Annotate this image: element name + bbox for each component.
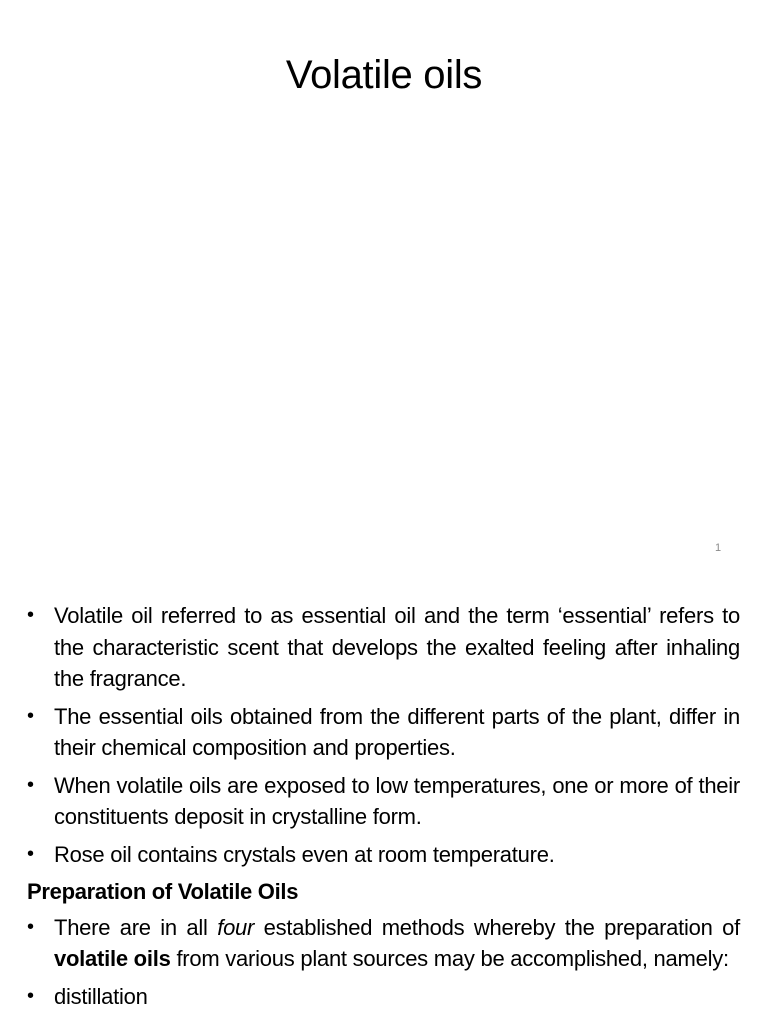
bullet-item-4 [27,839,740,871]
bullet-dot-icon: • [27,604,34,626]
methods-text-italic: four [217,914,255,940]
bullet-item-3 [27,770,740,833]
bullet-dot-icon: • [27,704,34,727]
bullet-text: Volatile oil referred to as essential oil and the term ‘essential’ refers to the characteristic scent that develops the exalted feeling after inhaling the fragrance. [54,603,740,691]
bullet-item-methods [27,912,740,975]
bullet-text: When volatile oils are exposed to low temperatures, one or more of their constituents deposit in crystalline form. [54,772,740,829]
bullet-text: distillation [54,983,148,1009]
bullet-dot-icon: • [27,773,34,796]
bullet-item-distillation [27,981,740,1013]
bullet-dot-icon: • [27,842,34,865]
bullet-text: The essential oils obtained from the different parts of the plant, differ in their chemical composition and properties. [54,703,740,760]
content-body [27,600,740,1018]
page-number: 1 [714,542,722,554]
slide-title: Volatile oils [285,53,483,97]
methods-text-part3: from various plant sources may be accomplished, namely: [170,946,729,971]
methods-text-part1: There are in all [54,914,218,940]
bullet-text: Rose oil contains crystals even at room temperature. [54,841,555,867]
methods-text-part2: established methods whereby the preparation of [254,914,740,940]
methods-text-bold: volatile oils [54,946,171,971]
bullet-item-1 [27,600,740,695]
section-heading: Preparation of Volatile Oils [27,879,299,904]
bullet-item-2 [27,701,740,764]
bullet-dot-icon: • [27,915,34,938]
bullet-dot-icon: • [27,984,34,1007]
content-slide [0,578,768,1024]
